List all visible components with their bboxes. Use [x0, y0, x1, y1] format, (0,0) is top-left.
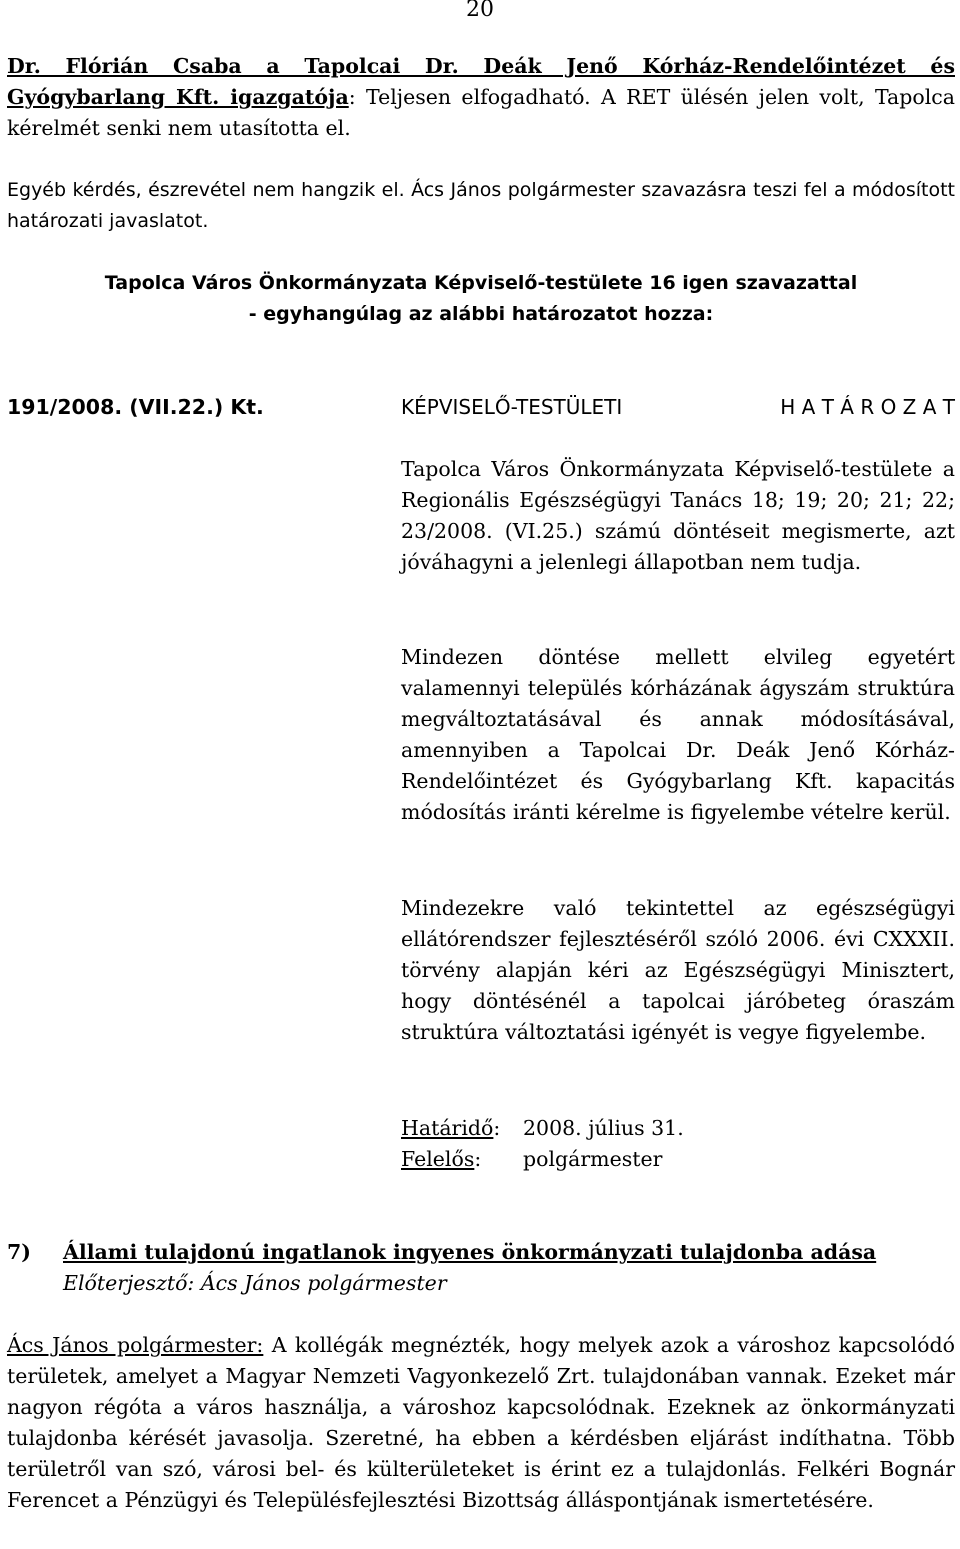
final-text: A kollégák megnézték, hogy melyek azok a városhoz kapcsolódó területek, amelyet a Magyar Nemzeti Vagyonkezelő Zrt. tulajdonában vannak. Ezeket már nagyon régóta a város használja, a városhoz kapcsolódnak. Ezeknek az önkormányzati tulajdonba kérését javasolja. Szeretné, ha ebben a kérdésben eljárást indíthatna. Több területről van szó, városi bel- és külterületeket is érint ez a tulajdonlás. Felkéri Bognár Ferencet a Pénzügyi és Településfejlesztési Bizottság álláspontjának ismertetésére. — [7, 1333, 955, 1512]
resolution-title-left: KÉPVISELŐ-TESTÜLETI — [401, 395, 623, 419]
final-paragraph — [7, 1330, 955, 1516]
section-heading — [7, 1237, 955, 1268]
resolution-paragraph-2: Mindezen döntése mellett elvileg egyetért valamennyi település kórházának ágyszám struktúra megváltoztatásával és annak módosításával, amennyiben a Tapolcai Dr. Deák Jenő Kórház-Rendelőintézet és Gyógybarlang Kft. kapacitás módosítás iránti kérelme is figyelembe vételre kerül. — [401, 645, 955, 824]
deadline-row: Határidő: 2008. július 31. — [401, 1116, 684, 1140]
vote-line-1: Tapolca Város Önkormányzata Képviselő-testülete 16 igen szavazattal — [104, 272, 858, 294]
resolution-paragraph-3: Mindezekre való tekintettel az egészségügyi ellátórendszer fejlesztéséről szóló 2006. évi CXXXII. törvény alapján kéri az Egészségügyi Minisztert, hogy döntésénél a tapolcai járóbeteg óraszám struktúra változtatási igényét is vegye figyelembe. — [401, 896, 955, 1044]
resolution-paragraph-1: Tapolca Város Önkormányzata Képviselő-testülete a Regionális Egészségügyi Tanács 18; 19; 20; 21; 22; 23/2008. (VI.25.) számú döntéseit megismerte, azt jóváhagyni a jelenlegi állapotban nem tudja. — [401, 457, 955, 574]
vote-line-2: - egyhangúlag az alábbi határozatot hozza: — [248, 303, 714, 325]
resolution-title — [401, 392, 955, 423]
deadline-value: 2008. július 31. — [523, 1116, 684, 1140]
intro-paragraph — [7, 51, 955, 144]
section-number: 7) — [7, 1240, 31, 1264]
page-number: 20 — [466, 0, 494, 22]
final-speaker: Ács János polgármester: — [7, 1333, 264, 1357]
discussion-paragraph: Egyéb kérdés, észrevétel nem hangzik el. Ács János polgármester szavazásra teszi fel a módosított határozati javaslatot. — [7, 179, 955, 232]
section-title: Állami tulajdonú ingatlanok ingyenes önkormányzati tulajdonba adása — [63, 1240, 877, 1264]
deadline-label: Határidő — [401, 1116, 494, 1140]
intro-text: : Teljesen elfogadható. A RET ülésén jelen volt, Tapolca kérelmét senki nem utasította el. — [7, 85, 955, 140]
section-presenter: Előterjesztő: Ács János polgármester — [63, 1271, 447, 1295]
responsible-row: Felelős: polgármester — [401, 1147, 663, 1171]
responsible-value: polgármester — [523, 1147, 663, 1171]
responsible-label: Felelős — [401, 1147, 475, 1171]
resolution-title-right: H A T Á R O Z A T — [780, 395, 955, 419]
intro-speaker: Dr. Flórián Csaba a Tapolcai Dr. Deák Jenő Kórház-Rendelőintézet és Gyógybarlang Kft. igazgatója — [7, 54, 955, 109]
resolution-id: 191/2008. (VII.22.) Kt. — [7, 395, 264, 419]
